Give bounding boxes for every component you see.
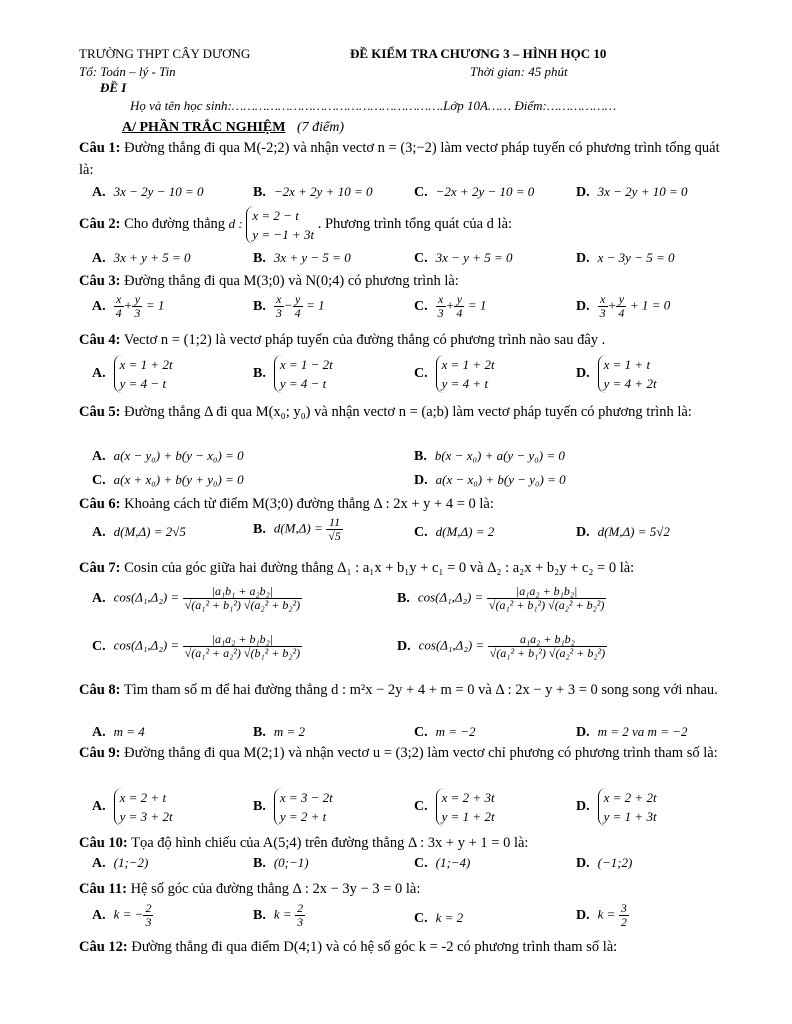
label: D. (576, 298, 590, 314)
question-1 (79, 137, 722, 181)
frac (295, 902, 305, 929)
sys (598, 788, 657, 826)
frac (183, 633, 302, 660)
q7-option-b (397, 585, 606, 612)
frac (326, 516, 343, 543)
q2-c: 3x − y + 5 = 0 (435, 250, 513, 265)
q10-option-a (92, 855, 148, 872)
sys-x: x = 2 + 3t (441, 790, 495, 805)
frac (487, 585, 606, 612)
question-6 (79, 493, 722, 515)
label: A. (92, 366, 106, 382)
q6-a: d(M,Δ) = 2√5 (113, 524, 186, 539)
pre: k = (273, 906, 292, 922)
q2-d: d : (228, 216, 243, 231)
q8-c: m = −2 (435, 724, 476, 739)
q5-c: a(x + x₀) + b(y + y₀) = 0 (113, 472, 244, 487)
sys-x: x = 1 + 2t (441, 357, 495, 372)
q6-option-a (92, 524, 186, 541)
n: x (274, 293, 284, 307)
q4-option-b (253, 355, 333, 393)
question-3 (79, 270, 722, 292)
sys (598, 355, 657, 393)
sys (114, 788, 173, 826)
q9-number: Câu 9: (79, 745, 121, 761)
sys-y: y = 4 − t (279, 376, 327, 391)
pre: k = − (113, 906, 144, 922)
lhs: cos(Δ₁,Δ₂) = (113, 637, 180, 653)
q1-option-c (414, 184, 534, 201)
exam-time: Thời gian: 45 phút (470, 64, 568, 79)
lhs: cos(Δ₁,Δ₂) = (417, 589, 484, 605)
lhs: cos(Δ₁,Δ₂) = (113, 589, 180, 605)
q10-d: (−1;2) (597, 855, 633, 870)
frac (183, 585, 302, 612)
q2-sys-y: y = −1 + 3t (252, 226, 315, 242)
q2-system (246, 206, 314, 244)
q3-option-c (414, 293, 486, 320)
q6-b: d(M,Δ) = (273, 520, 323, 536)
d: 2 (620, 915, 627, 929)
frac (274, 293, 284, 320)
label: A. (92, 590, 106, 606)
frac (114, 293, 124, 320)
q3-number: Câu 3: (79, 273, 121, 289)
sys-x: x = 1 + t (603, 357, 651, 372)
rhs: = 1 (467, 297, 487, 313)
q10-option-d (576, 855, 632, 872)
sys-x: x = 1 − 2t (279, 357, 333, 372)
d: √(a₁² + a₂²) √(b₁² + b₂²) (184, 646, 301, 660)
q1-a: 3x − 2y − 10 = 0 (113, 184, 204, 199)
label: A. (92, 799, 106, 815)
pre: k = (597, 906, 616, 922)
sys-x: x = 3 − 2t (279, 790, 333, 805)
q5-text: Đường thẳng Δ đi qua M(x₀; y₀) và nhận vectơ n = (a;b) làm vectơ pháp tuyến có phương trình là: (124, 404, 692, 420)
q5-b: b(x − x₀) + a(y − y₀) = 0 (434, 448, 565, 463)
d: √5 (328, 529, 341, 543)
question-4 (79, 329, 722, 351)
q7-option-a (92, 585, 302, 612)
n: y (132, 293, 142, 307)
frac (488, 633, 607, 660)
label: B. (253, 251, 266, 266)
q10-number: Câu 10: (79, 835, 128, 851)
n: y (616, 293, 626, 307)
label: C. (414, 911, 428, 926)
sys-y: y = 4 + 2t (603, 376, 657, 391)
sys-y: y = 2 + t (279, 809, 327, 824)
q5-option-c (92, 472, 244, 489)
sys-x: x = 1 + 2t (119, 357, 173, 372)
n: a₁a₂ + b₁b₂ (488, 633, 607, 647)
q9-text: Đường thẳng đi qua M(2;1) và nhận vectơ u = (3;2) làm vectơ chỉ phương có phương trình tham số là: (124, 745, 718, 761)
n: |a₁a₂ + b₁b₂| (487, 585, 606, 599)
q8-d: m = 2 va m = −2 (597, 724, 688, 739)
q8-a: m = 4 (113, 724, 145, 739)
label: D. (576, 366, 590, 382)
d: 3 (297, 915, 304, 929)
d: 4 (456, 306, 463, 320)
d: 3 (275, 306, 282, 320)
exam-code: ĐỀ I (100, 80, 127, 95)
q8-option-b (253, 724, 305, 741)
q5-d: a(x − x₀) + b(y − y₀) = 0 (435, 472, 566, 487)
q9-option-a (92, 788, 173, 826)
section-points: (7 điểm) (296, 120, 345, 135)
school-name: TRƯỜNG THPT CÂY DƯƠNG (79, 46, 251, 61)
q8-b: m = 2 (273, 724, 306, 739)
label: A. (92, 251, 106, 266)
q5-option-b (414, 448, 565, 465)
label: D. (397, 638, 411, 654)
n: 3 (620, 901, 627, 915)
q12-text: Đường thẳng đi qua điểm D(4;1) và có hệ số góc k = -2 có phương trình tham số là: (131, 939, 618, 955)
q8-option-c (414, 724, 476, 741)
q2-sys-x: x = 2 − t (252, 207, 299, 223)
q1-number: Câu 1: (79, 140, 121, 156)
label: A. (92, 525, 106, 540)
d: √(a₁² + b₁²) √(a₂² + b₂²) (184, 598, 301, 612)
label: B. (397, 590, 410, 606)
sys (436, 355, 495, 393)
q10-c: (1;−4) (435, 855, 471, 870)
section-name: A/ PHẦN TRẮC NGHIỆM (122, 120, 286, 135)
q2-text-a: Cho đường thẳng (124, 216, 226, 232)
question-12 (79, 936, 722, 958)
q4-number: Câu 4: (79, 332, 121, 348)
q8-text: Tìm tham số m để hai đường thẳng d : m²x − 2y + 4 + m = 0 và Δ : 2x − y + 3 = 0 song song với nhau. (123, 682, 718, 698)
label: C. (92, 638, 106, 654)
d: 4 (115, 306, 122, 320)
q2-option-a (92, 250, 190, 267)
n: y (454, 293, 464, 307)
q5-number: Câu 5: (79, 404, 121, 420)
q1-option-b (253, 184, 372, 201)
n: x (114, 293, 124, 307)
exam-title: ĐỀ KIỂM TRA CHƯƠNG 3 – HÌNH HỌC 10 (350, 46, 607, 61)
n: |a₁b₁ + a₂b₂| (183, 585, 302, 599)
sys-y: y = 4 + t (441, 376, 489, 391)
label: A. (92, 298, 106, 314)
label: B. (253, 907, 266, 923)
q11-option-d (576, 902, 629, 929)
d: 4 (294, 306, 301, 320)
label: C. (414, 251, 428, 266)
n: 11 (326, 516, 343, 530)
sys-y: y = 4 − t (119, 376, 167, 391)
q5-option-d (414, 472, 566, 489)
label: A. (92, 725, 106, 740)
q8-option-a (92, 724, 145, 741)
question-11 (79, 878, 722, 900)
q4-option-d (576, 355, 657, 393)
q12-number: Câu 12: (79, 939, 128, 955)
d: 3 (134, 306, 141, 320)
q7-option-d (397, 633, 607, 660)
q6-option-c (414, 524, 494, 541)
label: C. (414, 298, 428, 314)
q10-text: Tọa độ hình chiếu của A(5;4) trên đường thẳng Δ : 3x + y + 1 = 0 là: (131, 835, 529, 851)
question-8 (79, 679, 722, 701)
q3-text: Đường thẳng đi qua M(3;0) và N(0;4) có phương trình là: (124, 273, 459, 289)
label: C. (414, 856, 428, 871)
q4-option-a (92, 355, 173, 393)
rhs: + 1 = 0 (629, 297, 671, 313)
q1-option-a (92, 184, 203, 201)
op: − (283, 297, 293, 313)
q8-option-d (576, 724, 688, 741)
question-9 (79, 742, 722, 764)
question-10 (79, 832, 722, 854)
q6-text: Khoảng cách từ điểm M(3;0) đường thẳng Δ : 2x + y + 4 = 0 là: (124, 496, 494, 512)
frac (143, 902, 153, 929)
d: √(a₁² + b₁²) √(a₂² + b₂²) (488, 598, 605, 612)
d: 3 (145, 915, 152, 929)
label: A. (92, 185, 106, 200)
q1-option-d (576, 184, 687, 201)
d: 4 (618, 306, 625, 320)
q11-option-a (92, 902, 153, 929)
frac (293, 293, 303, 320)
op: + (123, 297, 133, 313)
q11-option-b (253, 902, 305, 929)
q9-option-d (576, 788, 657, 826)
label: B. (253, 725, 266, 740)
frac (619, 902, 629, 929)
label: B. (253, 298, 266, 314)
q2-text-b: . Phương trình tổng quát của d là: (317, 216, 513, 232)
q7-number: Câu 7: (79, 560, 121, 576)
q11-number: Câu 11: (79, 881, 127, 897)
q2-option-c (414, 250, 512, 267)
sys-y: y = 1 + 2t (441, 809, 495, 824)
label: D. (576, 799, 590, 815)
label: B. (414, 449, 427, 464)
frac (616, 293, 626, 320)
n: 2 (297, 901, 304, 915)
d: 3 (599, 306, 606, 320)
label: A. (92, 856, 106, 871)
d: √(a₁² + b₁²) √(a₂² + b₂²) (489, 646, 606, 660)
q2-option-b (253, 250, 351, 267)
label: D. (576, 725, 590, 740)
q2-number: Câu 2: (79, 216, 121, 232)
sys (274, 355, 333, 393)
q10-b: (0;−1) (273, 855, 309, 870)
sys (274, 788, 333, 826)
q1-d: 3x − 2y + 10 = 0 (597, 184, 688, 199)
label: B. (253, 185, 266, 200)
q11-text: Hệ số góc của đường thẳng Δ : 2x − 3y − 3 = 0 là: (130, 881, 421, 897)
q11-option-c (414, 910, 463, 927)
sys (114, 355, 173, 393)
label: C. (414, 725, 428, 740)
q7-option-c (92, 633, 302, 660)
label: D. (576, 907, 590, 923)
frac (598, 293, 608, 320)
lhs: cos(Δ₁,Δ₂) = (418, 637, 485, 653)
n: y (293, 293, 303, 307)
sys-x: x = 2 + 2t (603, 790, 657, 805)
q3-option-b (253, 293, 325, 320)
n: x (436, 293, 446, 307)
label: B. (253, 521, 266, 537)
label: C. (414, 799, 428, 815)
label: A. (92, 907, 106, 923)
q3-option-d (576, 293, 670, 320)
question-7 (79, 557, 722, 579)
q4-option-c (414, 355, 495, 393)
q5-option-a (92, 448, 244, 465)
q6-option-d (576, 524, 670, 541)
q4-text: Vectơ n = (1;2) là vectơ pháp tuyến của đường thẳng có phương trình nào sau đây . (123, 332, 606, 348)
q9-option-b (253, 788, 333, 826)
op: + (445, 297, 455, 313)
n: |a₁a₂ + b₁b₂| (183, 633, 302, 647)
label: C. (414, 525, 428, 540)
label: D. (576, 185, 590, 200)
q10-option-c (414, 855, 470, 872)
question-5 (79, 401, 722, 423)
q1-c: −2x + 2y − 10 = 0 (435, 184, 535, 199)
q1-b: −2x + 2y + 10 = 0 (273, 184, 373, 199)
label: D. (576, 525, 590, 540)
d: 3 (437, 306, 444, 320)
q1-text: Đường thẳng đi qua M(-2;2) và nhận vectơ n = (3;−2) làm vectơ pháp tuyến có phương trình tổng quát là: (79, 140, 720, 178)
department: Tổ: Toán – lý - Tin (79, 64, 176, 79)
n: x (598, 293, 608, 307)
label: D. (414, 473, 428, 488)
sys (436, 788, 495, 826)
question-2 (79, 204, 722, 244)
rhs: = 1 (306, 297, 325, 313)
label: B. (253, 799, 266, 815)
sys-y: y = 3 + 2t (119, 809, 173, 824)
pre: k = 2 (435, 910, 464, 925)
label: B. (253, 856, 266, 871)
label: B. (253, 366, 266, 382)
sys-y: y = 1 + 3t (603, 809, 657, 824)
q6-c: d(M,Δ) = 2 (435, 524, 495, 539)
rhs: = 1 (145, 297, 165, 313)
q6-d: d(M,Δ) = 5√2 (597, 524, 670, 539)
label: C. (92, 473, 106, 488)
q8-number: Câu 8: (79, 682, 121, 698)
q6-number: Câu 6: (79, 496, 121, 512)
frac (132, 293, 142, 320)
op: + (607, 297, 617, 313)
q10-option-b (253, 855, 309, 872)
q2-a: 3x + y + 5 = 0 (113, 250, 191, 265)
frac (436, 293, 446, 320)
label: A. (92, 449, 106, 464)
q5-a: a(x − y₀) + b(y − x₀) = 0 (113, 448, 244, 463)
q10-a: (1;−2) (113, 855, 149, 870)
sys-x: x = 2 + t (119, 790, 167, 805)
q6-option-b (253, 516, 343, 543)
frac (454, 293, 464, 320)
q7-text: Cosin của góc giữa hai đường thẳng Δ₁ : a₁x + b₁y + c₁ = 0 và Δ₂ : a₂x + b₂y + c₂ = 0 là: (124, 560, 635, 576)
q3-option-a (92, 293, 164, 320)
student-info-line: Họ và tên học sinh:……………………………………………….Lớp 10A…… Điểm:……………… (130, 98, 617, 113)
label: D. (576, 251, 590, 266)
label: C. (414, 185, 428, 200)
n: 2 (145, 901, 152, 915)
q9-option-c (414, 788, 495, 826)
q2-d-opt: x − 3y − 5 = 0 (597, 250, 675, 265)
label: C. (414, 366, 428, 382)
q2-b: 3x + y − 5 = 0 (273, 250, 351, 265)
q2-option-d (576, 250, 674, 267)
section-title (122, 120, 344, 136)
label: D. (576, 856, 590, 871)
